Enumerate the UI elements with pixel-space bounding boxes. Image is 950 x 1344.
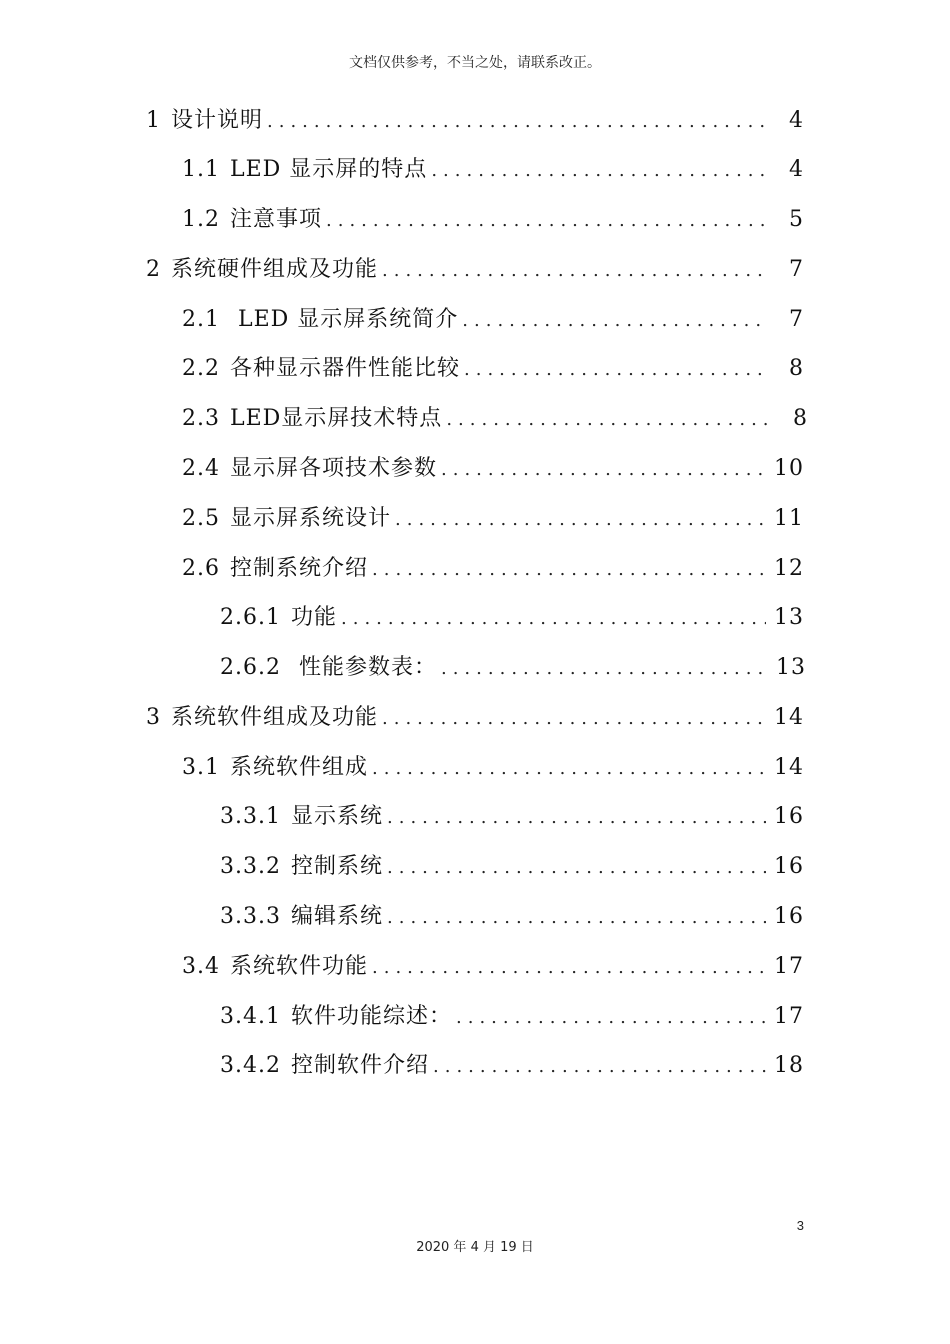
toc-entry-page: 12 (774, 556, 804, 581)
page-number: 3 (796, 1218, 804, 1233)
toc-dot-leader (464, 355, 768, 385)
toc-entry[interactable] (182, 305, 804, 335)
toc-dot-leader (387, 803, 766, 833)
toc-entry-page: 13 (776, 655, 806, 680)
toc-dot-leader (462, 306, 768, 336)
toc-entry[interactable] (182, 404, 808, 434)
toc-entry[interactable] (182, 554, 804, 584)
toc-entry-title: 功能 (290, 605, 337, 630)
toc-entry-number: 3.3.3 (220, 904, 281, 929)
toc-entry-page: 16 (774, 904, 804, 929)
header-notice: 文档仅供参考，不当之处，请联系改正。 (349, 55, 601, 71)
toc-dot-leader (326, 206, 768, 236)
toc-entry-title: 编辑系统 (290, 904, 383, 929)
toc-dot-leader (446, 405, 772, 435)
toc-entry-number: 2.6.2 (220, 655, 281, 680)
toc-entry-number: 3.4.1 (220, 1004, 281, 1029)
toc-dot-leader (431, 156, 768, 186)
toc-entry-number: 1 (146, 108, 161, 133)
toc-entry-number: 2.2 (182, 356, 220, 381)
toc-entry-title: 显示屏各项技术参数 (230, 456, 438, 481)
toc-entry-title: 系统硬件组成及功能 (171, 257, 379, 282)
toc-entry-number: 3 (146, 705, 161, 730)
toc-entry-page: 13 (774, 605, 804, 630)
toc-entry-title: 控制系统 (290, 854, 383, 879)
toc-entry[interactable] (146, 106, 804, 136)
toc-entry-page: 17 (774, 954, 804, 979)
toc-entry-title: 性能参数表： (290, 655, 437, 680)
toc-entry[interactable] (146, 255, 804, 285)
toc-entry-number: 1.2 (182, 207, 220, 232)
toc-entry[interactable] (220, 1051, 804, 1081)
toc-entry-number: 2.3 (182, 406, 220, 431)
toc-entry-page: 16 (774, 804, 804, 829)
toc-entry-page: 18 (774, 1053, 804, 1078)
toc-entry-page: 10 (774, 456, 804, 481)
toc-entry[interactable] (182, 753, 804, 783)
toc-entry-number: 2.4 (182, 456, 220, 481)
toc-entry-number: 2 (146, 257, 161, 282)
toc-entry-page: 16 (774, 854, 804, 879)
toc-entry-title: 软件功能综述： (290, 1004, 452, 1029)
toc-entry-title: 显示屏系统设计 (230, 506, 392, 531)
toc-entry-page: 7 (789, 307, 804, 332)
toc-entry[interactable] (220, 902, 804, 932)
footer-date: 2020 年 4 月 19 日 (416, 1240, 534, 1255)
toc-entry-title: 注意事项 (230, 207, 323, 232)
toc-entry-title: LED显示屏技术特点 (230, 406, 443, 431)
toc-entry-number: 2.1 (182, 307, 220, 332)
toc-dot-leader (372, 754, 766, 784)
toc-dot-leader (267, 107, 768, 137)
toc-dot-leader (372, 555, 766, 585)
toc-entry-title: LED 显示屏的特点 (230, 157, 428, 182)
toc-dot-leader (441, 455, 766, 485)
toc-entry[interactable] (182, 504, 804, 534)
toc-dot-leader (387, 853, 766, 883)
toc-entry-title: 系统软件组成 (230, 755, 369, 780)
toc-entry-number: 3.3.2 (220, 854, 281, 879)
toc-entry-title: LED 显示屏系统简介 (230, 307, 459, 332)
toc-entry-number: 3.4.2 (220, 1053, 281, 1078)
toc-entry-page: 5 (789, 207, 804, 232)
toc-entry-page: 4 (789, 108, 804, 133)
toc-entry-number: 1.1 (182, 157, 220, 182)
toc-dot-leader (433, 1052, 766, 1082)
toc-entry-number: 2.6 (182, 556, 220, 581)
toc-entry-title: 控制系统介绍 (230, 556, 369, 581)
toc-entry[interactable] (220, 603, 804, 633)
toc-entry-page: 14 (774, 755, 804, 780)
toc-entry[interactable] (146, 703, 804, 733)
toc-entry-title: 显示系统 (290, 804, 383, 829)
toc-entry-title: 控制软件介绍 (290, 1053, 429, 1078)
toc-entry-page: 7 (789, 257, 804, 282)
toc-entry[interactable] (182, 454, 804, 484)
toc-entry[interactable] (182, 205, 804, 235)
toc-entry-number: 2.5 (182, 506, 220, 531)
toc-entry-page: 14 (774, 705, 804, 730)
toc-entry[interactable] (220, 1002, 804, 1032)
toc-dot-leader (441, 654, 768, 684)
toc-entry[interactable] (220, 852, 804, 882)
toc-entry-page: 8 (789, 356, 804, 381)
toc-entry-title: 系统软件功能 (230, 954, 369, 979)
toc-dot-leader (372, 953, 766, 983)
toc-entry[interactable] (220, 802, 804, 832)
toc-entry-number: 3.4 (182, 954, 220, 979)
toc-entry-number: 2.6.1 (220, 605, 281, 630)
toc-entry[interactable] (182, 354, 804, 384)
toc-dot-leader (387, 903, 766, 933)
toc-entry-title: 系统软件组成及功能 (171, 705, 379, 730)
toc-dot-leader (456, 1003, 766, 1033)
toc-entry-page: 17 (774, 1004, 804, 1029)
toc-entry[interactable] (220, 653, 806, 683)
toc-entry[interactable] (182, 155, 804, 185)
toc-dot-leader (395, 505, 766, 535)
toc-entry-number: 3.3.1 (220, 804, 281, 829)
toc-entry[interactable] (182, 952, 804, 982)
toc-entry-page: 4 (789, 157, 804, 182)
toc-dot-leader (341, 604, 766, 634)
toc-dot-leader (382, 704, 766, 734)
toc-entry-page: 11 (774, 506, 804, 531)
toc-entry-number: 3.1 (182, 755, 220, 780)
toc-dot-leader (382, 256, 768, 286)
toc-entry-title: 各种显示器件性能比较 (230, 356, 461, 381)
toc-entry-title: 设计说明 (171, 108, 264, 133)
toc-entry-page: 8 (793, 406, 808, 431)
